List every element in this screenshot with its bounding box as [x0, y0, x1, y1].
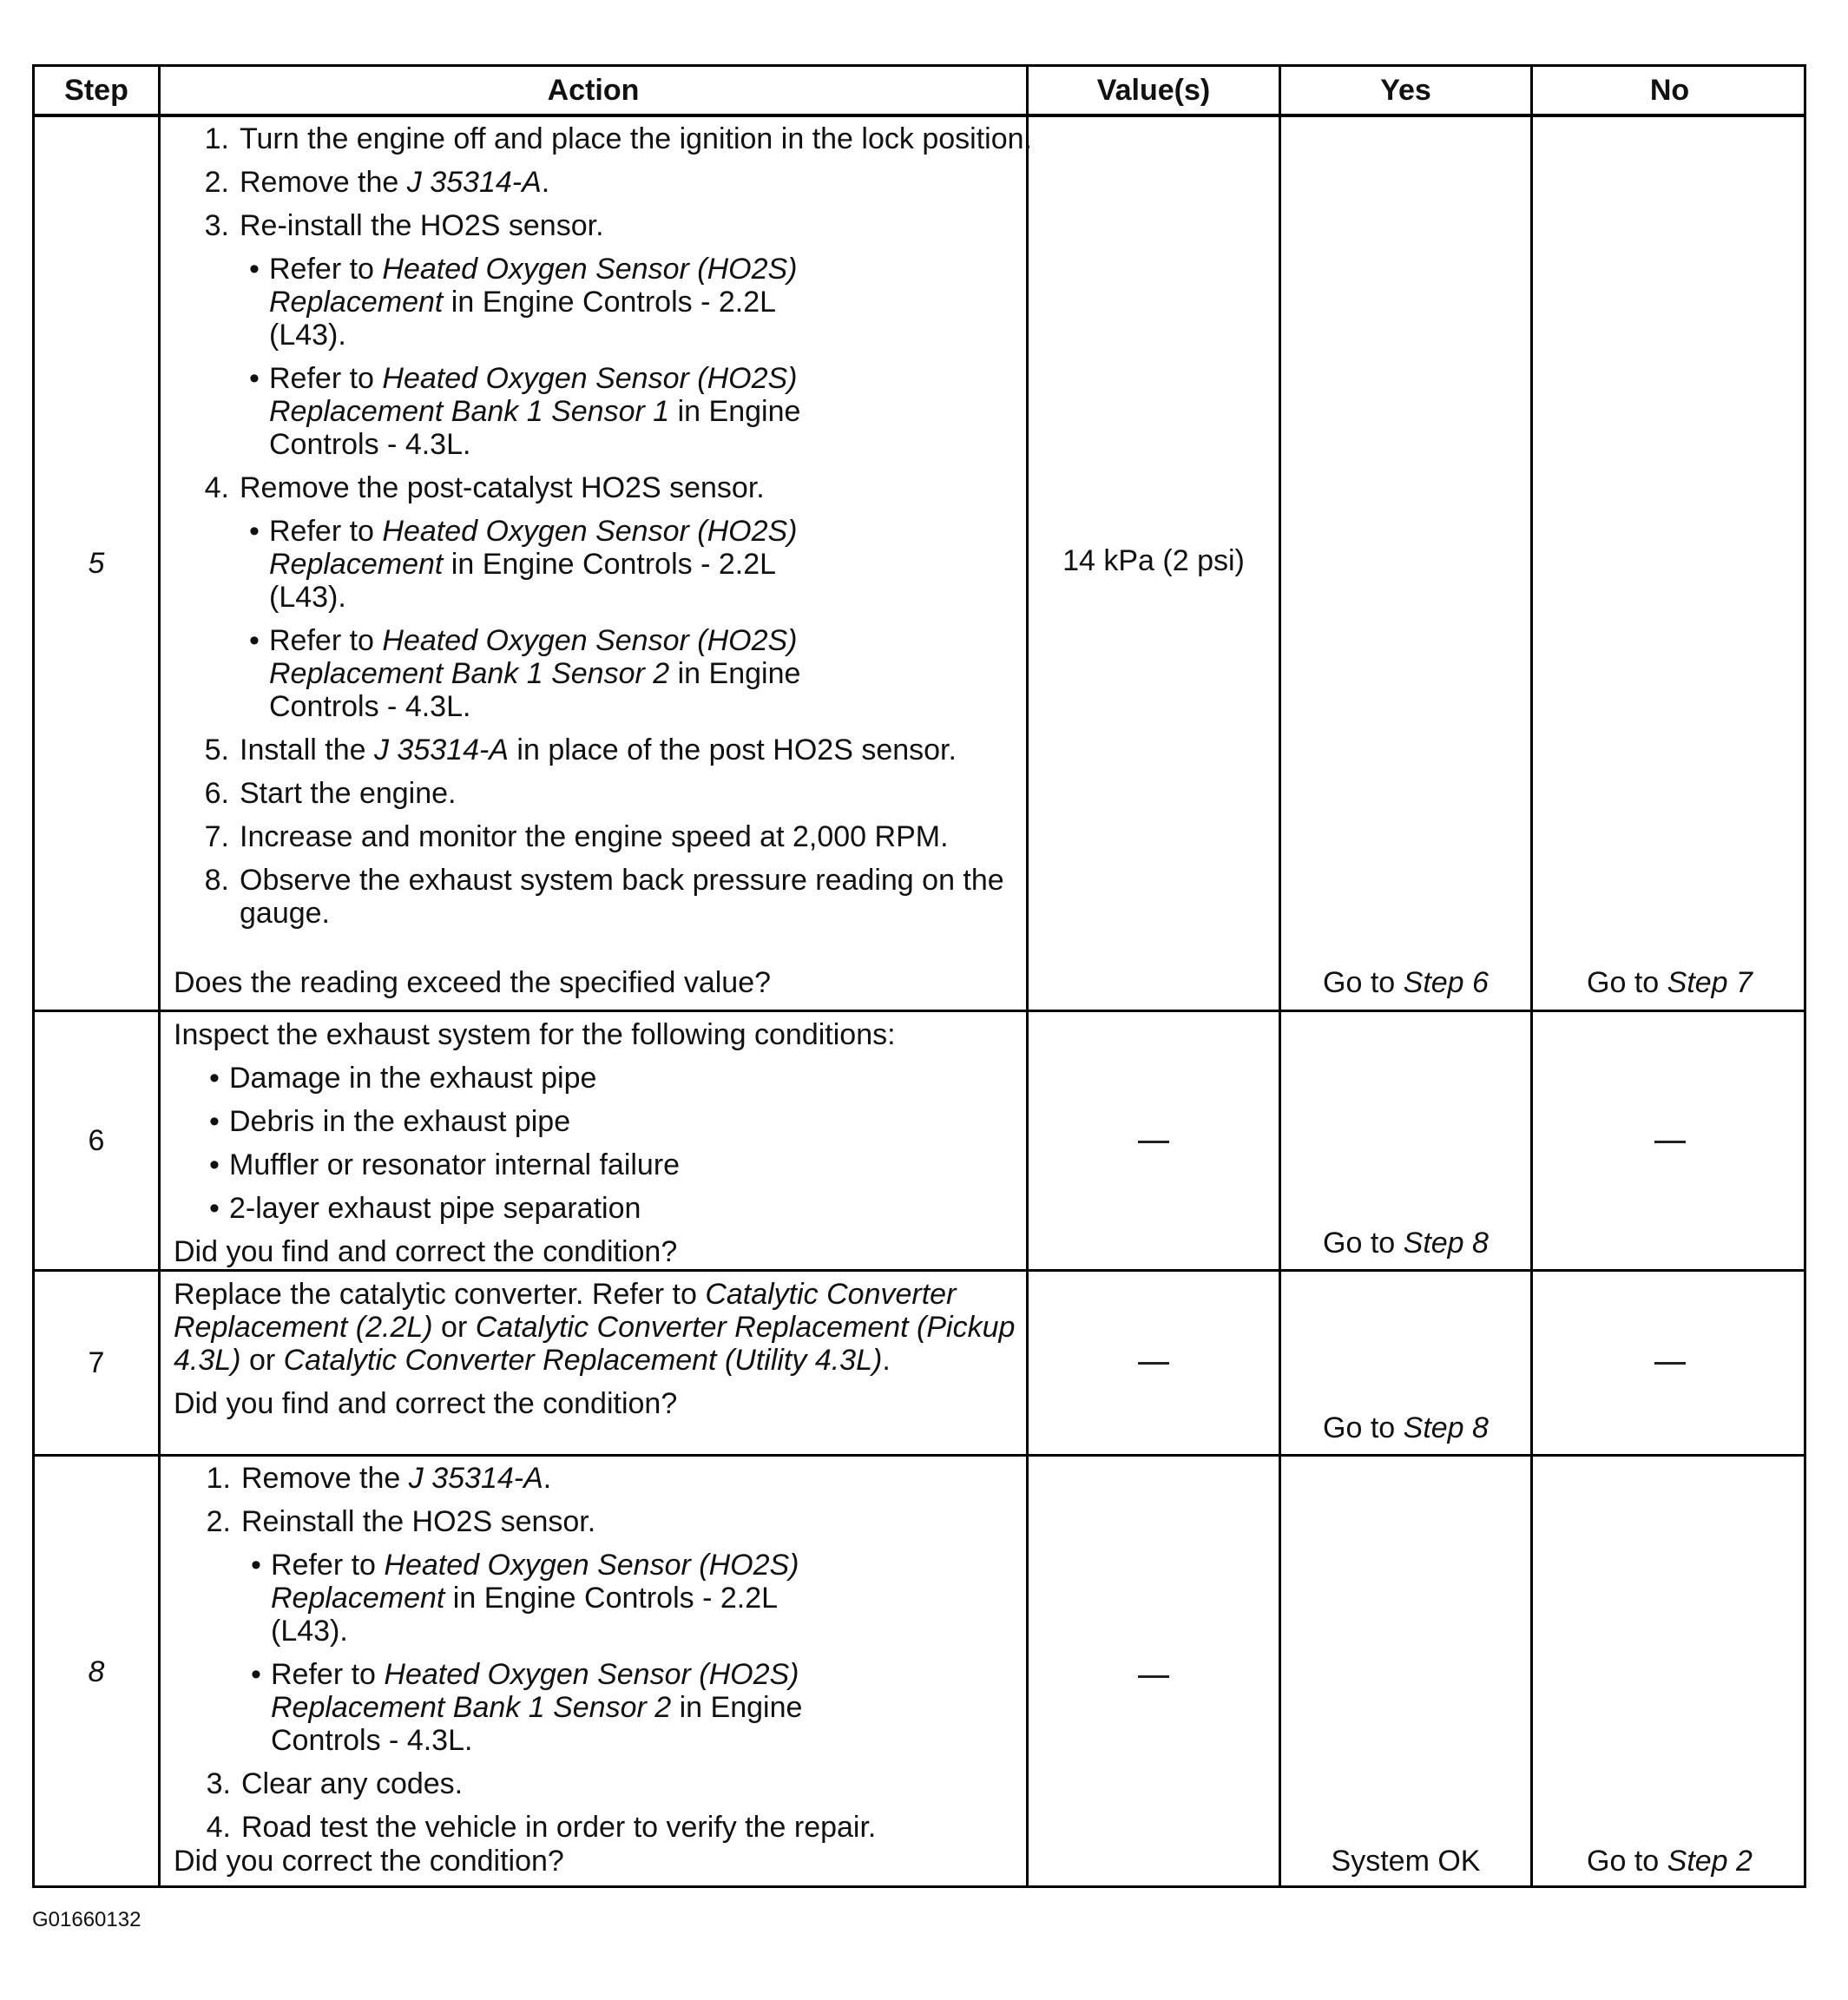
step-6-action — [174, 1018, 1056, 1268]
step-7-value-dash — [1138, 1362, 1169, 1365]
header-yes: Yes — [1380, 73, 1431, 107]
diagnostic-table — [32, 64, 1806, 1888]
header-divider — [35, 114, 1804, 117]
list-item: 1. Turn the engine off and place the ignition in the lock position. — [204, 122, 1032, 155]
step-6-no-dash — [1654, 1141, 1686, 1143]
list-item: 2. Reinstall the HO2S sensor. — [206, 1505, 596, 1538]
row-divider — [35, 1269, 1804, 1272]
list-item: 4. Road test the vehicle in order to verify the repair. — [206, 1811, 877, 1844]
step-5-question: Does the reading exceed the specified value? — [174, 966, 772, 999]
list-bullet: • Refer to Heated Oxygen Sensor (HO2S) Replacement Bank 1 Sensor 2 in Engine Controls - 4.3L. — [251, 1658, 803, 1757]
step-5-no: Go to Step 7 — [1587, 966, 1753, 999]
step-8-no: Go to Step 2 — [1587, 1845, 1753, 1878]
step-5-yes: Go to Step 6 — [1323, 966, 1489, 999]
step-8-action — [184, 1462, 1066, 1854]
step-number: 7 — [88, 1345, 105, 1379]
list-bullet: • Refer to Heated Oxygen Sensor (HO2S) Replacement Bank 1 Sensor 2 in Engine Controls - 4.3L. — [249, 624, 801, 723]
list-item: 8. Observe the exhaust system back pressure reading on the gauge. — [204, 864, 1004, 930]
list-bullet: • Debris in the exhaust pipe — [209, 1105, 571, 1138]
list-item: 4. Remove the post-catalyst HO2S sensor. — [204, 471, 765, 504]
list-item: 3. Clear any codes. — [206, 1767, 464, 1800]
step-7-text: Replace the catalytic converter. Refer to Catalytic Converter Replacement (2.2L) or Catalytic Converter Replacement (Pickup 4.3L) or Catalytic Converter Replacement (Utility 4.3L). — [174, 1278, 1016, 1377]
figure-code: G01660132 — [32, 1908, 141, 1931]
step-6-question: Did you find and correct the condition? — [174, 1235, 678, 1268]
step-7-yes: Go to Step 8 — [1323, 1411, 1489, 1444]
step-8-value-dash — [1138, 1675, 1169, 1678]
list-item: 5. Install the J 35314-A in place of the post HO2S sensor. — [204, 734, 957, 766]
header-action: Action — [547, 73, 640, 107]
step-number: 8 — [88, 1655, 105, 1688]
column-divider — [158, 67, 161, 1885]
intro-text: Inspect the exhaust system for the following conditions: — [174, 1018, 896, 1051]
list-item: 1. Remove the J 35314-A. — [206, 1462, 552, 1495]
header-step: Step — [64, 73, 128, 107]
list-bullet: • Muffler or resonator internal failure — [209, 1148, 681, 1181]
step-8-question: Did you correct the condition? — [174, 1845, 564, 1878]
list-item: 6. Start the engine. — [204, 777, 457, 810]
list-bullet: • Refer to Heated Oxygen Sensor (HO2S) Replacement Bank 1 Sensor 1 in Engine Controls - 4.3L. — [249, 362, 801, 461]
step-8-yes: System OK — [1331, 1845, 1481, 1878]
step-5-action — [182, 122, 1064, 940]
list-item: 7. Increase and monitor the engine speed at 2,000 RPM. — [204, 820, 949, 853]
header-values: Value(s) — [1096, 73, 1211, 107]
step-7-no-dash — [1654, 1362, 1686, 1365]
step-number: 6 — [88, 1123, 105, 1157]
list-item: 2. Remove the J 35314-A. — [204, 166, 550, 199]
list-bullet: • 2-layer exhaust pipe separation — [209, 1192, 641, 1225]
step-6-value-dash — [1138, 1141, 1169, 1143]
header-no: No — [1649, 73, 1690, 107]
row-divider — [35, 1010, 1804, 1012]
step-number: 5 — [88, 546, 105, 580]
list-bullet: • Refer to Heated Oxygen Sensor (HO2S) Replacement in Engine Controls - 2.2L (L43). — [249, 515, 798, 614]
step-6-yes: Go to Step 8 — [1323, 1227, 1489, 1260]
list-bullet: • Refer to Heated Oxygen Sensor (HO2S) Replacement in Engine Controls - 2.2L (L43). — [249, 253, 798, 352]
list-bullet: • Damage in the exhaust pipe — [209, 1062, 597, 1095]
list-item: 3. Re-install the HO2S sensor. — [204, 209, 604, 242]
step-7-action — [174, 1278, 1042, 1420]
row-divider — [35, 1454, 1804, 1457]
step-5-value: 14 kPa (2 psi) — [1062, 544, 1245, 577]
list-bullet: • Refer to Heated Oxygen Sensor (HO2S) Replacement in Engine Controls - 2.2L (L43). — [251, 1549, 799, 1648]
step-7-question: Did you find and correct the condition? — [174, 1387, 678, 1420]
